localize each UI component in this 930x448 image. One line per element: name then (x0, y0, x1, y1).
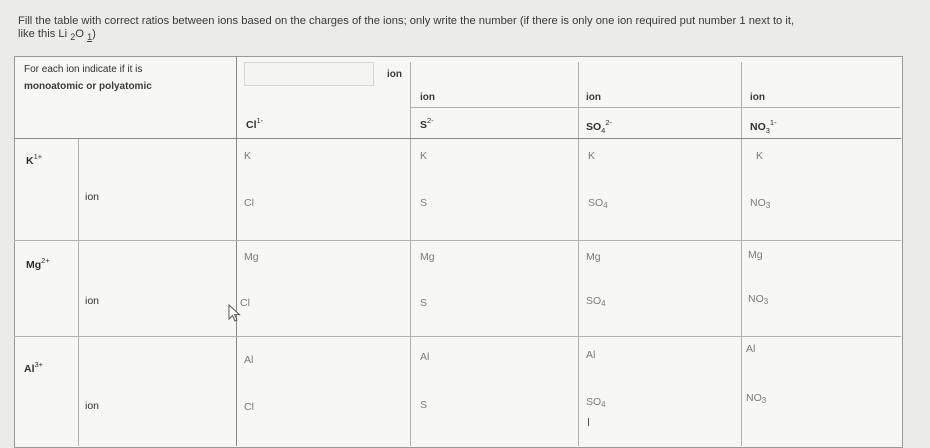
row-sublabel-ion: ion (85, 295, 100, 307)
cell-k-so4-top[interactable]: K (588, 150, 596, 162)
cell-al-no3-bottom[interactable]: NO3 (746, 392, 767, 405)
grid-line (78, 138, 79, 446)
column-anion-no3: $NO_3^{1-}$ (750, 118, 777, 135)
row-cation-mg: $Mg^{2+}$ (26, 256, 50, 271)
cell-mg-no3-bottom[interactable]: NO3 (748, 293, 769, 306)
corner-label-line-1: For each ion indicate if it is (24, 64, 143, 75)
header-blank-field[interactable] (244, 62, 374, 86)
cell-al-s-bottom[interactable]: S (420, 399, 428, 411)
corner-label-line-2: monoatomic or polyatomic (24, 81, 152, 92)
row-cation-k: $K^{1+}$ (26, 152, 43, 167)
cell-al-so4-top[interactable]: Al (586, 349, 596, 361)
cell-al-no3-top[interactable]: Al (746, 343, 756, 355)
cell-al-so4-bottom[interactable]: SO4 (586, 396, 606, 409)
mouse-pointer-icon (227, 304, 243, 324)
column-ion-label: ion (586, 92, 601, 103)
cell-k-s-top[interactable]: K (420, 150, 428, 162)
column-anion-s: $S^{2-}$ (420, 116, 434, 131)
cell-mg-no3-top[interactable]: Mg (748, 249, 763, 261)
ratio-table (14, 56, 903, 448)
grid-line (14, 336, 901, 337)
cell-mg-so4-top[interactable]: Mg (586, 251, 601, 263)
cell-mg-cl-bottom[interactable]: Cl (240, 297, 250, 309)
cell-mg-so4-bottom[interactable]: SO4 (586, 295, 606, 308)
grid-line (410, 62, 411, 446)
cell-al-cl-bottom[interactable]: Cl (244, 401, 254, 413)
column-ion-label: ion (750, 92, 765, 103)
column-anion-so4: $SO_4^{2-}$ (586, 118, 613, 135)
row-cation-al: $Al^{3+}$ (24, 360, 44, 375)
grid-line (410, 107, 900, 108)
cell-mg-s-top[interactable]: Mg (420, 251, 435, 263)
row-sublabel-ion: ion (85, 400, 100, 412)
row-sublabel-ion: ion (85, 191, 100, 203)
cell-k-s-bottom[interactable]: S (420, 197, 428, 209)
cell-mg-cl-top[interactable]: Mg (244, 251, 259, 263)
column-ion-label: ion (420, 92, 435, 103)
grid-line (741, 62, 742, 446)
instructions-line-1: Fill the table with correct ratios between ions based on the charges of the ions; only write the number (if there is only one ion required put number 1 next to it, (18, 15, 795, 27)
text-caret (588, 418, 589, 426)
cell-mg-s-bottom[interactable]: S (420, 297, 428, 309)
cell-al-s-top[interactable]: Al (420, 351, 430, 363)
cell-k-no3-top[interactable]: K (756, 150, 764, 162)
grid-line (14, 138, 901, 139)
cell-k-no3-bottom[interactable]: NO3 (750, 197, 771, 210)
cell-al-cl-top[interactable]: Al (244, 354, 254, 366)
cell-k-cl-bottom[interactable]: Cl (244, 197, 254, 209)
grid-line (14, 240, 901, 241)
grid-line (578, 62, 579, 446)
cell-k-cl-top[interactable]: K (244, 150, 252, 162)
cell-k-so4-bottom[interactable]: SO4 (588, 197, 608, 210)
grid-line (236, 56, 237, 446)
column-anion-cl: $Cl^{1-}$ (246, 116, 264, 131)
instructions-line-2: like this Li $_2$O $_1$) (18, 27, 96, 42)
top-header-ion: ion (387, 69, 402, 80)
instructions (18, 15, 918, 43)
